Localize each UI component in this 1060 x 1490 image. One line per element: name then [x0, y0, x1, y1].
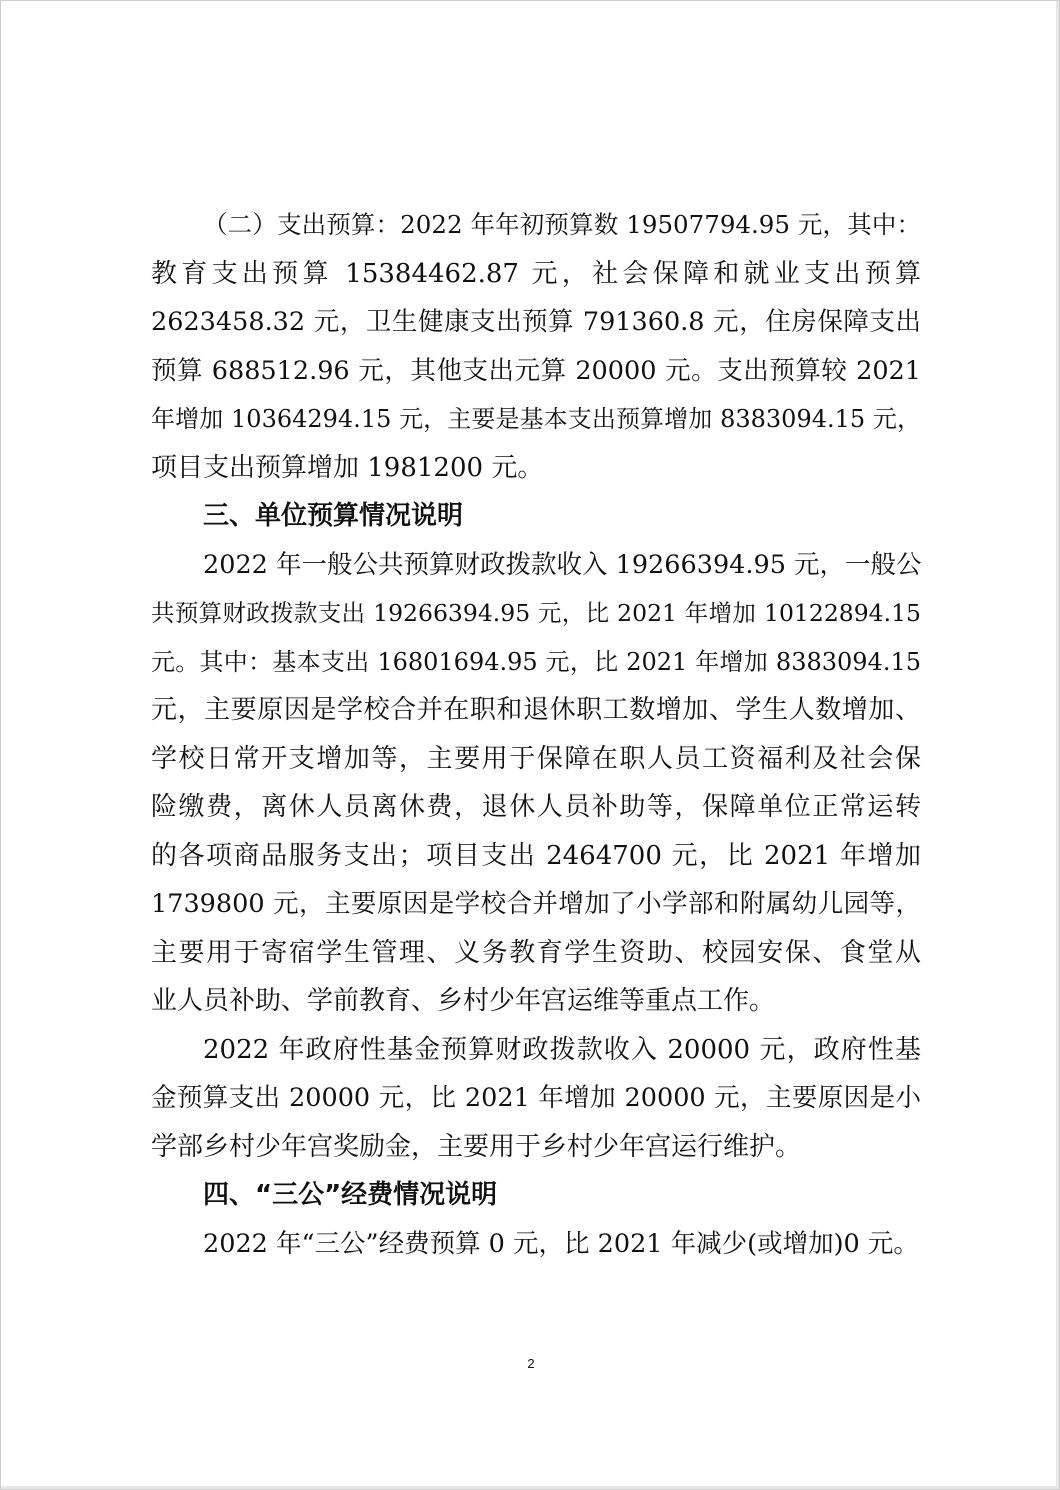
paragraph-line: 预算 688512.96 元，其他支出元算 20000 元。支出预算较 2021 — [151, 355, 921, 386]
paragraph-line: 2623458.32 元，卫生健康支出预算 791360.8 元，住房保障支出 — [151, 307, 921, 337]
paragraph-line: 2022 年一般公共预算财政拨款收入 19266394.95 元，一般公 — [203, 549, 922, 580]
paragraph-line: 金预算支出 20000 元，比 2021 年增加 20000 元，主要原因是小 — [151, 1083, 921, 1113]
document-body — [151, 201, 921, 1268]
paragraph-line: 主要用于寄宿学生管理、义务教育学生资助、校园安保、食堂从 — [151, 937, 921, 968]
paragraph-line: （二）支出预算：2022 年年初预算数 19507794.95 元，其中： — [203, 210, 921, 239]
paragraph-line: 共预算财政拨款支出 19266394.95 元，比 2021 年增加 10122894.15 — [151, 599, 921, 627]
paragraph-line: 学校日常开支增加等，主要用于保障在职人员工资福利及社会保 — [151, 743, 921, 774]
paragraph-line: 元，主要原因是学校合并在职和退休职工数增加、学生人数增加、 — [151, 695, 921, 725]
section-heading: 三、单位预算情况说明 — [203, 501, 464, 531]
paragraph-line: 学部乡村少年宫奖励金，主要用于乡村少年宫运行维护。 — [151, 1131, 802, 1162]
paragraph-line: 险缴费，离休人员离休费，退休人员补助等，保障单位正常运转 — [151, 792, 921, 822]
paragraph-line: 2022 年“三公”经费预算 0 元，比 2021 年减少(或增加)0 元。 — [203, 1228, 919, 1259]
paragraph-line: 的各项商品服务支出；项目支出 2464700 元，比 2021 年增加 — [151, 840, 921, 871]
paragraph-line: 1739800 元，主要原因是学校合并增加了小学部和附属幼儿园等， — [151, 889, 921, 919]
page-number: 2 — [527, 1356, 535, 1371]
paragraph-line: 2022 年政府性基金预算财政拨款收入 20000 元，政府性基 — [203, 1034, 921, 1065]
paragraph-line: 项目支出预算增加 1981200 元。 — [151, 452, 544, 483]
paragraph-line: 教育支出预算 15384462.87 元，社会保障和就业支出预算 — [151, 258, 921, 289]
section-heading: 四、“三公”经费情况说明 — [203, 1180, 498, 1210]
paragraph-line: 业人员补助、学前教育、乡村少年宫运维等重点工作。 — [151, 986, 776, 1016]
paragraph-line: 年增加 10364294.15 元，主要是基本支出预算增加 8383094.15 元， — [151, 405, 921, 433]
paragraph-line: 元。其中：基本支出 16801694.95 元，比 2021 年增加 8383094.15 — [151, 647, 921, 676]
